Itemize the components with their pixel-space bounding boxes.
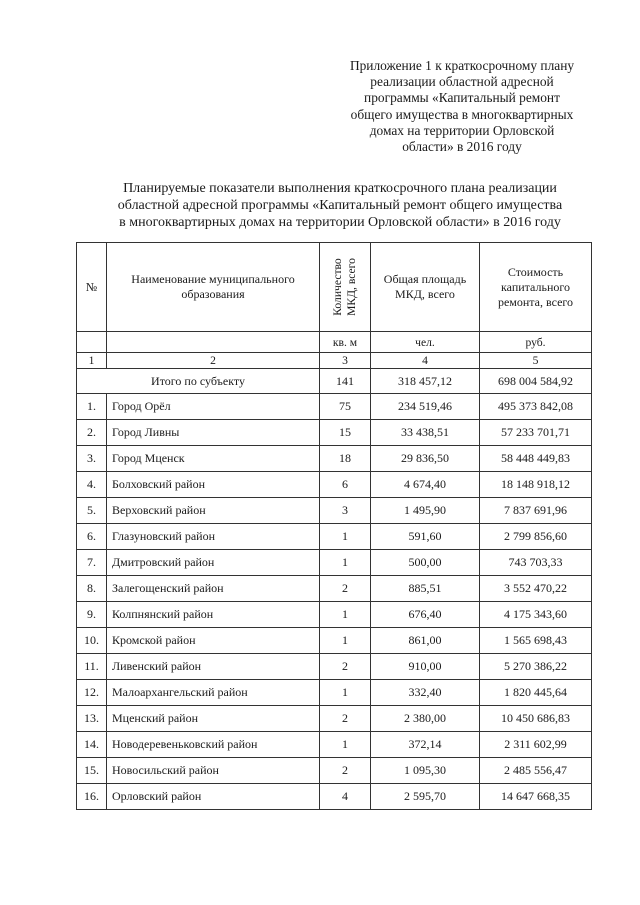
appendix-line: Приложение 1 к краткосрочному плану — [349, 58, 575, 73]
row-municipality: Новодеревеньковский район — [107, 732, 320, 758]
row-cost: 1 565 698,43 — [480, 628, 592, 654]
column-number: 1 — [77, 353, 107, 369]
table-row — [77, 420, 592, 446]
header-number: № — [77, 243, 107, 332]
row-municipality: Малоархангельский район — [107, 680, 320, 706]
table-row — [77, 654, 592, 680]
row-area: 676,40 — [371, 602, 480, 628]
total-area: 318 457,12 — [371, 369, 480, 394]
row-cost: 743 703,33 — [480, 550, 592, 576]
title-line: в многоквартирных домах на территории Орловской области» в 2016 году — [119, 214, 561, 230]
row-municipality: Ливенский район — [107, 654, 320, 680]
row-area: 372,14 — [371, 732, 480, 758]
row-qty: 1 — [320, 680, 371, 706]
row-cost: 4 175 343,60 — [480, 602, 592, 628]
row-qty: 3 — [320, 498, 371, 524]
table-row — [77, 576, 592, 602]
row-municipality: Глазуновский район — [107, 524, 320, 550]
row-area: 591,60 — [371, 524, 480, 550]
table-row — [77, 628, 592, 654]
row-number: 15. — [77, 758, 107, 784]
row-qty: 2 — [320, 654, 371, 680]
row-cost: 495 373 842,08 — [480, 394, 592, 420]
total-label: Итого по субъекту — [77, 369, 320, 394]
row-number: 16. — [77, 784, 107, 810]
header-qty — [320, 243, 371, 332]
unit-area: чел. — [371, 332, 480, 353]
row-area: 910,00 — [371, 654, 480, 680]
row-qty: 75 — [320, 394, 371, 420]
table-row — [77, 758, 592, 784]
table-row — [77, 394, 592, 420]
total-cost: 698 004 584,92 — [480, 369, 592, 394]
row-number: 10. — [77, 628, 107, 654]
row-area: 234 519,46 — [371, 394, 480, 420]
row-number: 5. — [77, 498, 107, 524]
header-area: Общая площадь МКД, всего — [371, 243, 480, 332]
row-number: 6. — [77, 524, 107, 550]
row-cost: 18 148 918,12 — [480, 472, 592, 498]
row-qty: 15 — [320, 420, 371, 446]
row-cost: 3 552 470,22 — [480, 576, 592, 602]
header-qty-line: МКД, всего — [345, 258, 358, 316]
row-number: 14. — [77, 732, 107, 758]
appendix-line: домах на территории Орловской — [369, 122, 555, 138]
row-cost: 7 837 691,96 — [480, 498, 592, 524]
row-municipality: Орловский район — [107, 784, 320, 810]
indicators-table — [76, 242, 592, 810]
units-blank — [77, 332, 107, 353]
table-row — [77, 446, 592, 472]
column-number: 2 — [107, 353, 320, 369]
table-row — [77, 732, 592, 758]
row-number: 13. — [77, 706, 107, 732]
row-municipality: Мценский район — [107, 706, 320, 732]
table-row — [77, 680, 592, 706]
row-qty: 6 — [320, 472, 371, 498]
row-cost: 5 270 386,22 — [480, 654, 592, 680]
column-number: 5 — [480, 353, 592, 369]
row-municipality: Новосильский район — [107, 758, 320, 784]
row-area: 29 836,50 — [371, 446, 480, 472]
unit-qty: кв. м — [320, 332, 371, 353]
row-cost: 2 485 556,47 — [480, 758, 592, 784]
row-number: 7. — [77, 550, 107, 576]
row-number: 8. — [77, 576, 107, 602]
row-area: 1 095,30 — [371, 758, 480, 784]
appendix-line: программы «Капитальный ремонт — [364, 90, 560, 106]
row-municipality: Колпнянский район — [107, 602, 320, 628]
row-area: 4 674,40 — [371, 472, 480, 498]
row-area: 885,51 — [371, 576, 480, 602]
total-row — [77, 369, 592, 394]
table-row — [77, 706, 592, 732]
header-name-text: Наименование муниципального образования — [131, 272, 295, 301]
units-blank — [107, 332, 320, 353]
row-cost: 58 448 449,83 — [480, 446, 592, 472]
row-number: 11. — [77, 654, 107, 680]
document-title — [60, 181, 620, 231]
row-qty: 18 — [320, 446, 371, 472]
table-row — [77, 524, 592, 550]
appendix-note — [318, 58, 606, 155]
header-cost: Стоимость капитального ремонта, всего — [480, 243, 592, 332]
total-qty: 141 — [320, 369, 371, 394]
row-area: 2 595,70 — [371, 784, 480, 810]
table-body — [77, 243, 592, 810]
row-qty: 1 — [320, 550, 371, 576]
unit-cost: руб. — [480, 332, 592, 353]
table-row — [77, 498, 592, 524]
table-row — [77, 550, 592, 576]
row-municipality: Кромской район — [107, 628, 320, 654]
row-cost: 2 311 602,99 — [480, 732, 592, 758]
row-number: 1. — [77, 394, 107, 420]
row-qty: 1 — [320, 602, 371, 628]
row-municipality: Город Мценск — [107, 446, 320, 472]
header-row — [77, 243, 592, 332]
row-municipality: Дмитровский район — [107, 550, 320, 576]
row-area: 2 380,00 — [371, 706, 480, 732]
row-number: 2. — [77, 420, 107, 446]
row-qty: 1 — [320, 628, 371, 654]
row-area: 861,00 — [371, 628, 480, 654]
header-qty-line: Количество — [331, 258, 344, 316]
row-municipality: Болховский район — [107, 472, 320, 498]
appendix-line: реализации областной адресной — [370, 74, 554, 90]
row-number: 12. — [77, 680, 107, 706]
row-qty: 2 — [320, 706, 371, 732]
row-number: 4. — [77, 472, 107, 498]
row-number: 3. — [77, 446, 107, 472]
row-cost: 57 233 701,71 — [480, 420, 592, 446]
row-qty: 2 — [320, 758, 371, 784]
title-line: областной адресной программы «Капитальный ремонт общего имущества — [117, 197, 563, 213]
units-row — [77, 332, 592, 353]
row-qty: 1 — [320, 524, 371, 550]
row-number: 9. — [77, 602, 107, 628]
column-numbers-row — [77, 353, 592, 369]
row-cost: 10 450 686,83 — [480, 706, 592, 732]
appendix-line: области» в 2016 году — [402, 139, 522, 155]
row-area: 33 438,51 — [371, 420, 480, 446]
row-municipality: Верховский район — [107, 498, 320, 524]
row-area: 1 495,90 — [371, 498, 480, 524]
column-number: 3 — [320, 353, 371, 369]
row-cost: 2 799 856,60 — [480, 524, 592, 550]
row-municipality: Залегощенский район — [107, 576, 320, 602]
row-cost: 14 647 668,35 — [480, 784, 592, 810]
row-qty: 4 — [320, 784, 371, 810]
row-area: 332,40 — [371, 680, 480, 706]
row-cost: 1 820 445,64 — [480, 680, 592, 706]
row-municipality: Город Орёл — [107, 394, 320, 420]
header-qty-label — [331, 258, 359, 316]
title-line: Планируемые показатели выполнения краткосрочного плана реализации — [123, 181, 557, 196]
table-row — [77, 784, 592, 810]
header-name — [107, 243, 320, 332]
appendix-line: общего имущества в многоквартирных — [350, 106, 574, 122]
table-row — [77, 602, 592, 628]
row-municipality: Город Ливны — [107, 420, 320, 446]
row-qty: 1 — [320, 732, 371, 758]
column-number: 4 — [371, 353, 480, 369]
table-row — [77, 472, 592, 498]
row-qty: 2 — [320, 576, 371, 602]
row-area: 500,00 — [371, 550, 480, 576]
